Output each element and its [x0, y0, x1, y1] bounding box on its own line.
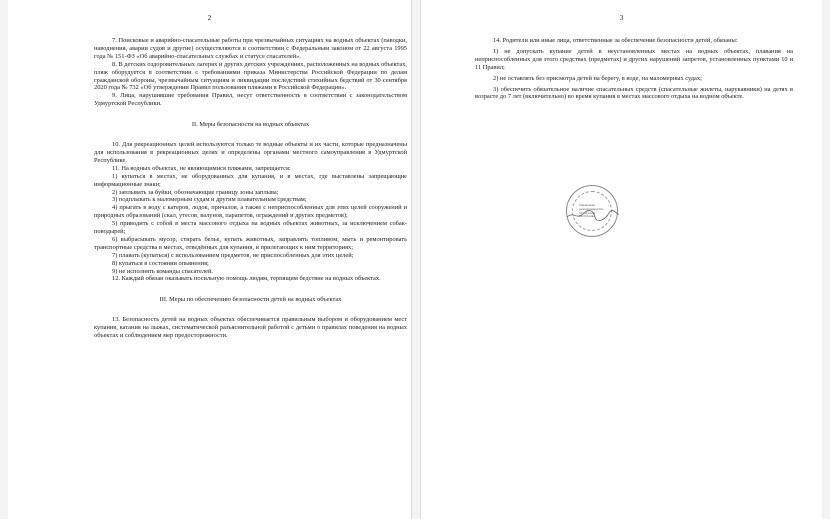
list-item-8: 8) купаться в состоянии опьянения; [112, 259, 209, 267]
list-item-2: 2) заплывать за буйки, обозначающие границу зоны заплыва; [112, 188, 279, 196]
paragraph-11: 11. На водных объектах, не являющимися пляжами, запрещается: [112, 164, 291, 172]
paragraph-7: 7. Поисковые и аварийно-спасательные работы при чрезвычайных ситуациях на водных объектах (паводки, наводнения, аварии судов и другие) осуществляются в соответствии с Федеральным законом от 22 августа 1995 года № 151-ФЗ «Об аварийно-спасательных службах и статусе спасателей». [94, 37, 407, 60]
paragraph-12: 12. Каждый обязан оказывать посильную помощь людям, терпящим бедствие на водных объектах. [112, 275, 381, 283]
official-stamp [566, 185, 618, 237]
page-number: 3 [619, 14, 624, 22]
list-item-7: 7) плавать (купаться) с использованием предметов, не приспособленных для этих целей; [112, 251, 354, 259]
paragraph-9: 9. Лица, нарушившие требования Правил, несут ответственность в соответствии с законодательством Удмуртской Республики. [94, 92, 407, 108]
list-item-3: 3) подплывать к маломерным судам и другим плавательным средствам; [112, 196, 307, 204]
section-heading-iii: III. Меры по обеспечению безопасности детей на водных объектах [159, 296, 342, 304]
paragraph-10: 10. Для рекреационных целей используются только те водные объекты и их части, которые предназначены для использования в рекреационных целях и определены органами местного самоуправления в Удмуртской Республике. [94, 141, 407, 164]
list-item-6: 6) выбрасывать мусор, стирать белье, купать животных, заправлять топливом, мыть и ремонтировать транспортные средства в местах, отведённых для купания, и прилегающих к ним территориях; [94, 235, 407, 251]
list-item-1: 1) купаться в местах, не оборудованных для купания, и в местах, где выставлены запрещающие информационные знаки; [94, 172, 407, 188]
stamp-text: Управление делопроизводства Удмуртской Республики [579, 203, 604, 219]
paragraph-13: 13. Безопасность детей на водных объектах обеспечивается правильным выбором и оборудованием мест купания, катания на лыжах, систематической разъяснительной работой с детьми о правилах поведения на водных объектах и соблюдением мер предосторожности. [94, 316, 407, 340]
section-heading-ii: II. Меры безопасности на водных объектах [191, 121, 310, 129]
list-item-2: 2) не оставлять без присмотра детей на берегу, в воде, на маломерных судах; [493, 74, 702, 82]
list-item-3: 3) обеспечить обязательное наличие спасательных средств (спасательные жилеты, нарукавники) на детях в возрасте до 7 лет (включительно) во время купания в местах массового отдыха на водном объекте. [475, 85, 793, 101]
paragraph-14: 14. Родители или иные лица, ответственные за обеспечение безопасности детей, обязаны: [493, 37, 738, 44]
list-item-4: 4) прыгать в воду с катеров, лодок, причалов, а также с неприспособленных для этих целей сооружений и природных образований (скал, утесов, валунов, парапетов, ограждений и других предметов); [94, 204, 407, 220]
page-number: 2 [207, 14, 212, 22]
page-body [94, 37, 407, 340]
list-item-1: 1) не допускать купание детей в неустановленных местах на водных объектах, плавания на неприспособленных для этого средствах (предметах) и других нарушений запретов, установленных пунктами 10 и 11 Правил; [475, 47, 793, 71]
paragraph-8: 8. В детских оздоровительных лагерях и других детских учреждениях, расположенных на водных объектах, пляж оборудуется в соответствии с требованиями приказа Министерства Российской Федерации по делам гражданской обороны, чрезвычайным ситуациям и ликвидации последствий стихийных бедствий от 30 сентября 2020 года № 732 «Об утверждении Правил пользования пляжами в Российской Федерации». [94, 60, 407, 92]
list-item-5: 5) приводить с собой в места массового отдыха на водных объектах животных, за исключением собак-поводырей; [94, 220, 407, 236]
page-body [475, 37, 793, 219]
list-item-9: 9) не исполнять команды спасателей. [112, 267, 214, 275]
document-page-3 [420, 0, 822, 519]
document-page-2 [8, 0, 412, 519]
signature-icon [565, 208, 621, 222]
